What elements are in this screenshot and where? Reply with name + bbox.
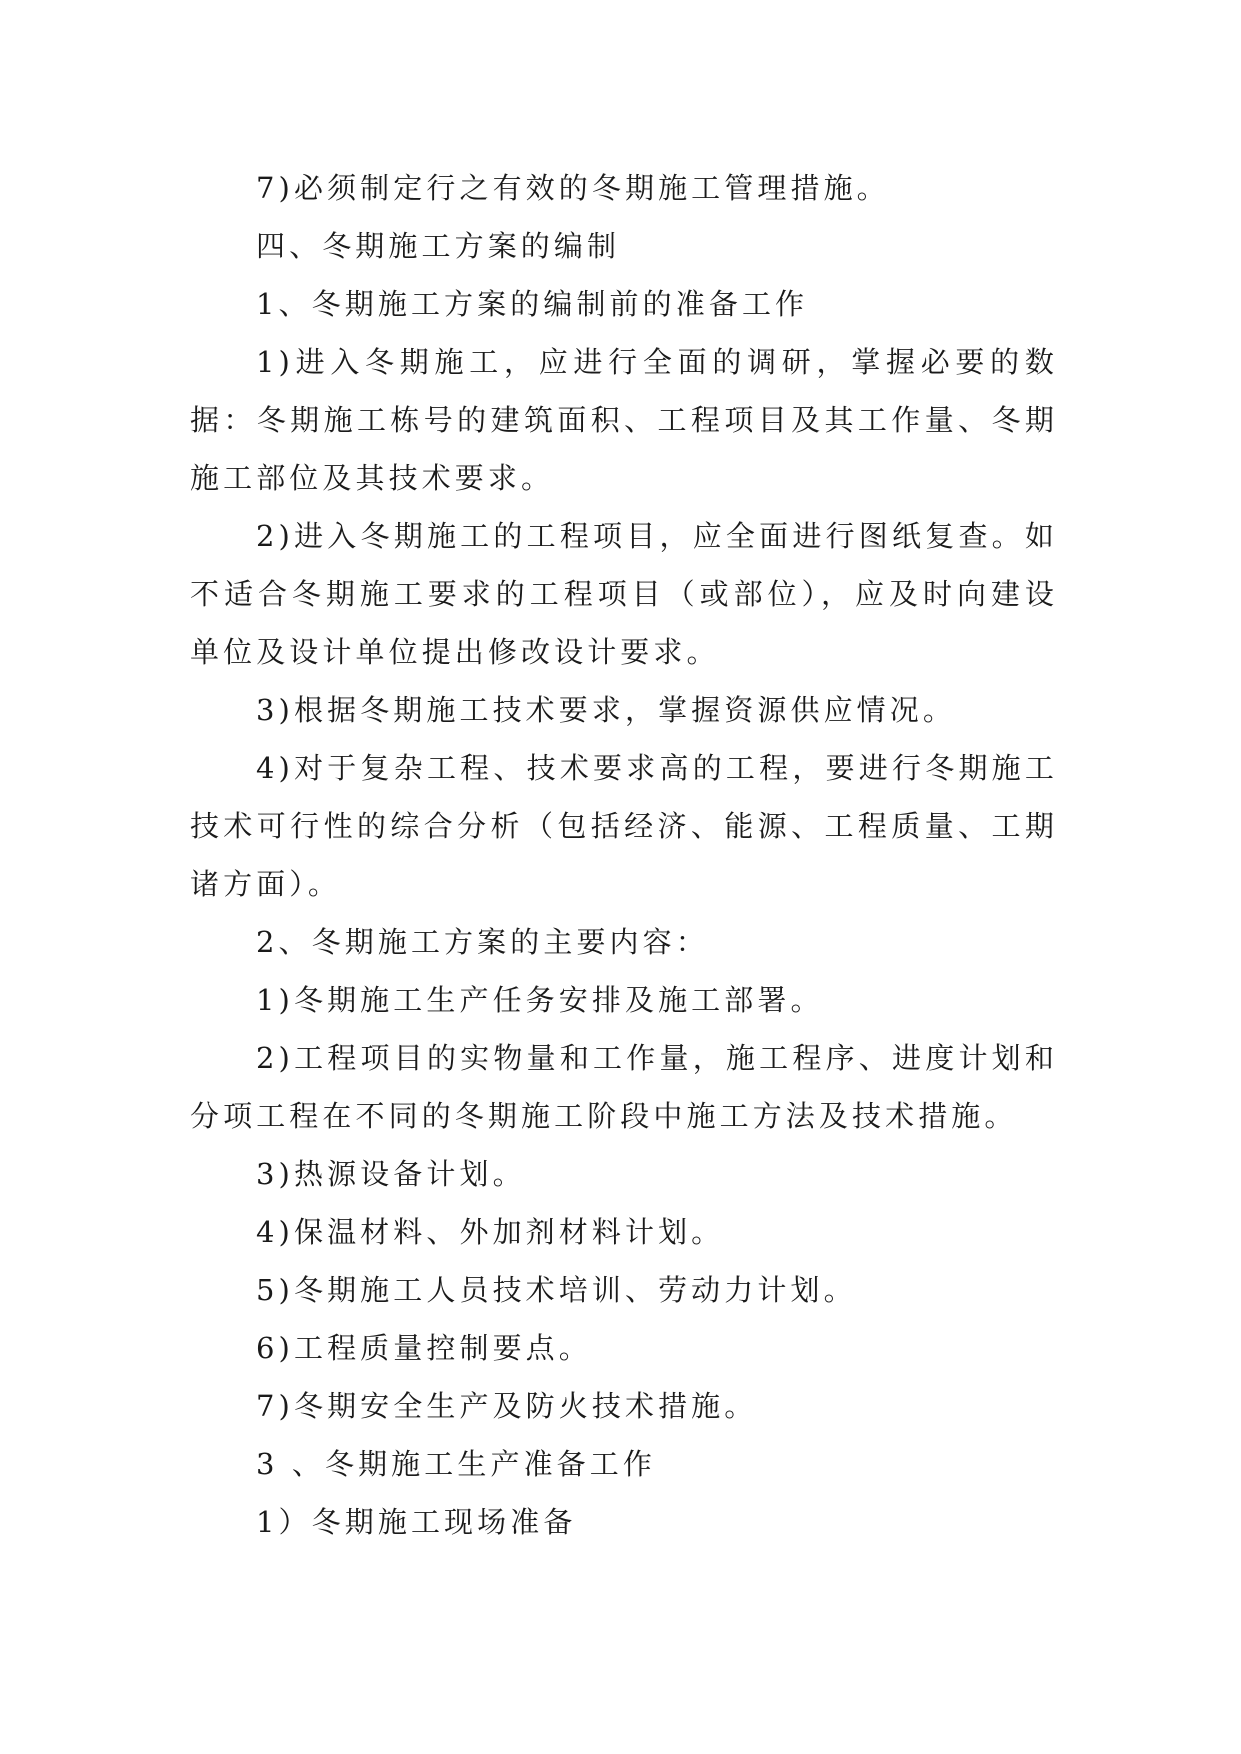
paragraph-item-2-drawing-review: 2)进入冬期施工的工程项目，应全面进行图纸复查。如不适合冬期施工要求的工程项目（或部位），应及时向建设单位及设计单位提出修改设计要求。: [190, 519, 1058, 669]
document-body: [190, 159, 1058, 1551]
list-item-7-safety: 7)冬期安全生产及防火技术措施。: [256, 1389, 758, 1423]
paragraph-item-4-feasibility: 4)对于复杂工程、技术要求高的工程，要进行冬期施工技术可行性的综合分析（包括经济、能源、工程质量、工期诸方面）。: [190, 751, 1058, 901]
paragraph-item-7-measures: 7)必须制定行之有效的冬期施工管理措施。: [256, 171, 890, 205]
list-item-4-materials: 4)保温材料、外加剂材料计划。: [256, 1215, 725, 1249]
list-item-1-deployment: 1)冬期施工生产任务安排及施工部署。: [256, 983, 824, 1017]
section-heading-4: 四、冬期施工方案的编制: [256, 229, 621, 263]
list-item-2-workload: 2)工程项目的实物量和工作量，施工程序、进度计划和分项工程在不同的冬期施工阶段中施工方法及技术措施。: [190, 1041, 1058, 1133]
list-item-5-training: 5)冬期施工人员技术培训、劳动力计划。: [256, 1273, 857, 1307]
subsection-heading-3: 3 、冬期施工生产准备工作: [256, 1447, 656, 1481]
paragraph-item-1-research: 1)进入冬期施工，应进行全面的调研，掌握必要的数据：冬期施工栋号的建筑面积、工程项目及其工作量、冬期施工部位及其技术要求。: [190, 345, 1058, 495]
list-item-6-quality: 6)工程质量控制要点。: [256, 1331, 592, 1365]
subsection-heading-1: 1、冬期施工方案的编制前的准备工作: [256, 287, 809, 321]
list-item-1-site-preparation: 1）冬期施工现场准备: [256, 1505, 577, 1539]
paragraph-item-3-resources: 3)根据冬期施工技术要求，掌握资源供应情况。: [256, 693, 956, 727]
list-item-3-heat-source: 3)热源设备计划。: [256, 1157, 526, 1191]
subsection-heading-2: 2、冬期施工方案的主要内容：: [256, 925, 709, 959]
